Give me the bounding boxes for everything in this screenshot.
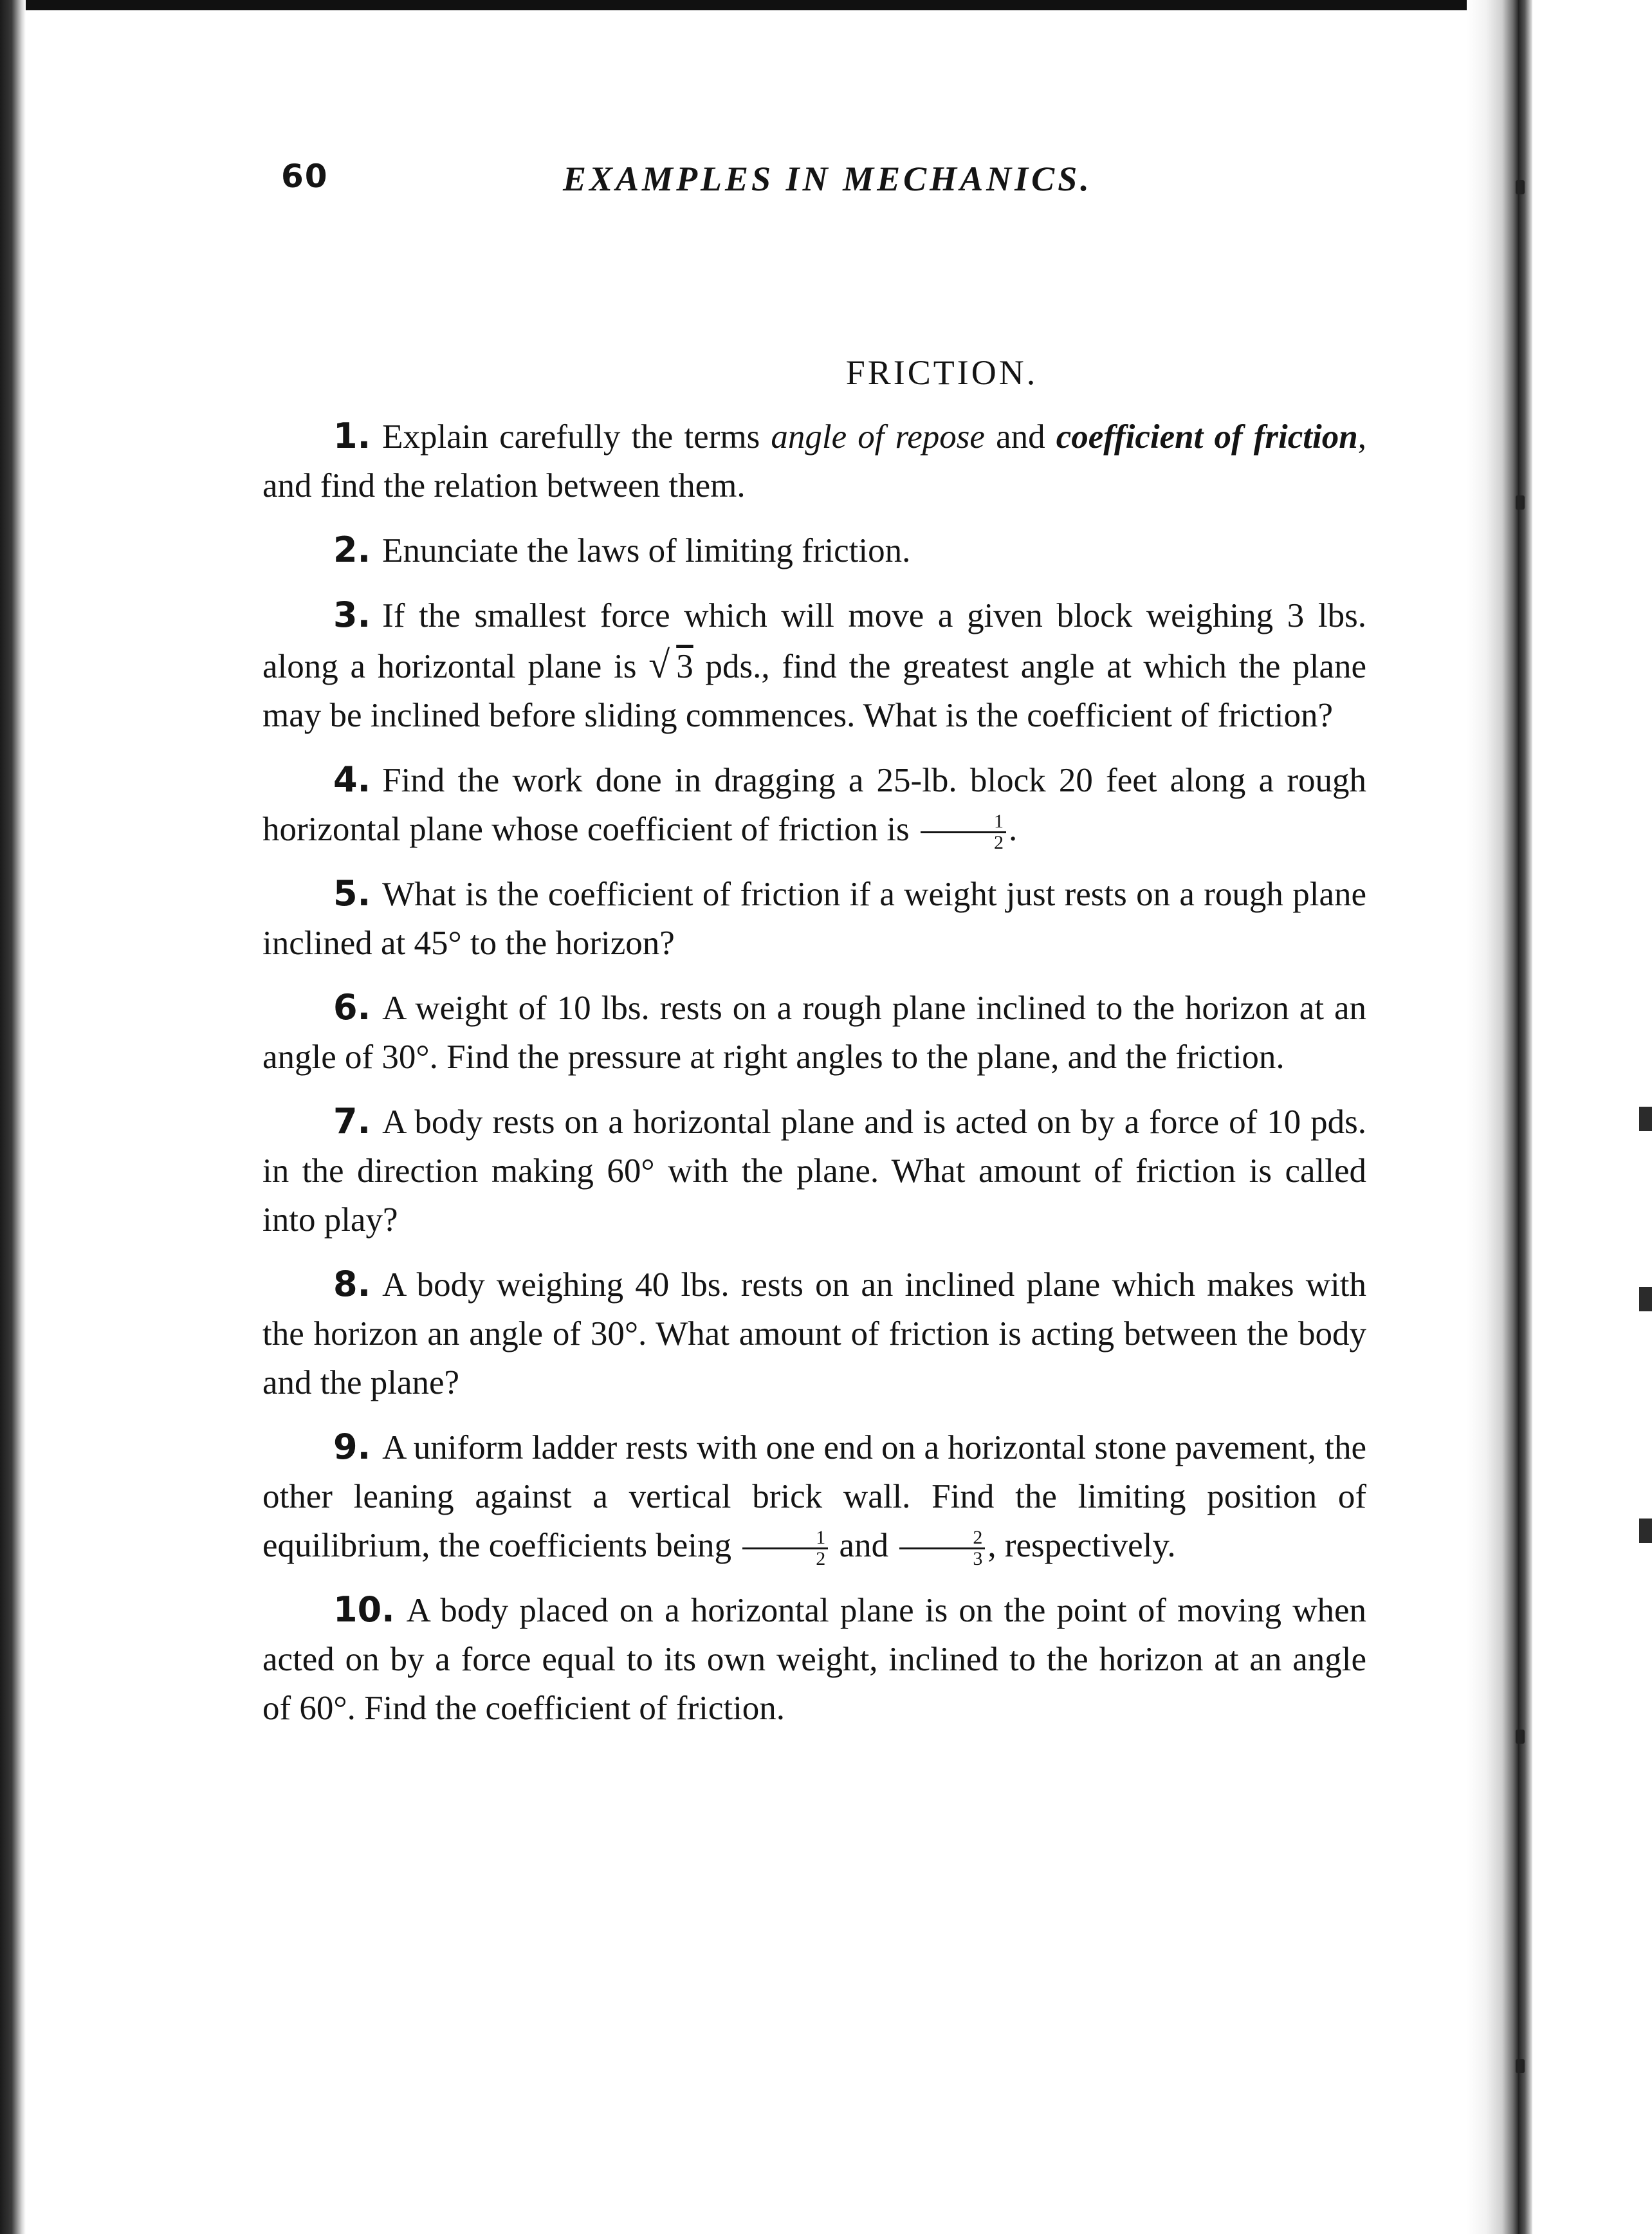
facing-page-text-fragment	[1639, 1287, 1652, 1311]
binding-mark	[1516, 180, 1525, 194]
problem-number: 8.	[333, 1264, 371, 1304]
term-angle-of-repose: angle of repose	[771, 418, 985, 456]
problem-text: and	[831, 1527, 897, 1564]
binding-mark	[1516, 2059, 1525, 2073]
problem-text: A weight of 10 lbs. rests on a rough plane inclined to the horizon at an angle of 30°. Find the pressure at right angles to the plane, and the friction.	[262, 990, 1366, 1076]
problem-number: 6.	[333, 987, 371, 1028]
problem-8	[262, 1260, 1366, 1407]
fraction-denominator: 2	[993, 832, 1004, 854]
problem-text: A body weighing 40 lbs. rests on an inclined plane which makes with the horizon an angle of 30°. What amount of friction is acting between the body and the plane?	[262, 1266, 1366, 1401]
problem-text: Find the work done in dragging a 25-lb. block 20 feet along a rough horizontal plane whose coefficient of friction is	[262, 762, 1366, 848]
problem-number: 10.	[333, 1589, 395, 1630]
problem-text: and	[984, 418, 1056, 456]
problem-text: .	[1008, 811, 1018, 848]
problem-text: If the smallest force which will move a given block weighing 3 lbs. along a horizontal plane is	[262, 597, 1366, 685]
term-coefficient-of-friction: coefficient of friction	[1056, 418, 1358, 456]
fraction-numerator: 1	[921, 812, 1006, 833]
problem-text: pds., find the greatest angle at which the plane may be inclined before sliding commences. What is the coefficient of friction?	[262, 648, 1366, 734]
problem-5	[262, 869, 1366, 968]
problem-list	[262, 412, 1366, 1748]
problem-number: 5.	[333, 873, 371, 914]
problem-text: Enunciate the laws of limiting friction.	[382, 532, 911, 569]
problem-number: 2.	[333, 530, 371, 570]
problem-number: 9.	[333, 1426, 371, 1467]
problem-9	[262, 1423, 1366, 1570]
problem-text: , and find the relation between them.	[262, 418, 1366, 504]
fraction-one-half	[742, 1528, 828, 1569]
facing-page-text-fragment	[1639, 1519, 1652, 1543]
problem-4	[262, 755, 1366, 854]
page-number: 60	[281, 158, 329, 195]
binding-mark	[1516, 1730, 1525, 1744]
section-heading: FRICTION.	[845, 353, 1038, 392]
fraction-two-thirds	[899, 1528, 985, 1569]
problem-text: , respectively.	[987, 1527, 1176, 1564]
problem-2	[262, 526, 1366, 575]
problem-text: Explain carefully the terms	[382, 418, 771, 456]
problem-text: A body placed on a horizontal plane is on the point of moving when acted on by a force equal to its own weight, inclined to the horizon at an angle of 60°. Find the coefficient of friction.	[262, 1592, 1366, 1727]
problem-text: What is the coefficient of friction if a weight just rests on a rough plane inclined at 45° to the horizon?	[262, 876, 1366, 962]
fraction-numerator: 2	[899, 1528, 985, 1549]
problem-7	[262, 1097, 1366, 1244]
scan-left-edge	[0, 0, 26, 2234]
problem-text: A body rests on a horizontal plane and is acted on by a force of 10 pds. in the direction making 60° with the plane. What amount of friction is called into play?	[262, 1103, 1366, 1239]
problem-number: 3.	[333, 595, 371, 635]
running-head	[273, 158, 1116, 203]
problem-number: 4.	[333, 759, 371, 800]
radicand: 3	[676, 648, 693, 685]
scan-top-edge	[0, 0, 1652, 10]
facing-page-edge	[1518, 0, 1652, 2234]
problem-10	[262, 1585, 1366, 1733]
facing-page-text-fragment	[1639, 1107, 1652, 1131]
problem-number: 1.	[333, 416, 371, 456]
fraction-denominator: 3	[973, 1548, 983, 1570]
book-title: EXAMPLES IN MECHANICS.	[563, 160, 1092, 198]
problem-text: A uniform ladder rests with one end on a horizontal stone pavement, the other leaning against a vertical brick wall. Find the limiting position of equilibrium, the coefficients being	[262, 1429, 1366, 1564]
fraction-numerator: 1	[742, 1528, 828, 1549]
facing-page-binding	[1518, 0, 1532, 2234]
square-root-sign: √	[648, 643, 670, 686]
binding-mark	[1516, 495, 1525, 510]
fraction-denominator: 2	[816, 1548, 826, 1570]
problem-6	[262, 983, 1366, 1082]
problem-3	[262, 591, 1366, 740]
problem-1	[262, 412, 1366, 510]
fraction-one-half	[921, 812, 1006, 853]
problem-number: 7.	[333, 1101, 371, 1141]
binding-gutter-shadow	[1467, 0, 1518, 2234]
